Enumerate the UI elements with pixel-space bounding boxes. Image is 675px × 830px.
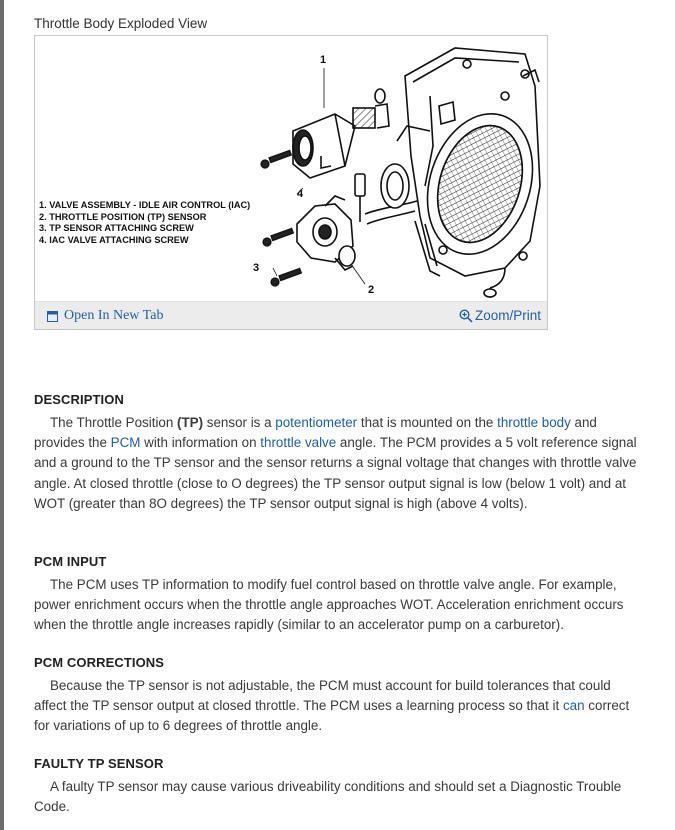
faulty-tp-heading: FAULTY TP SENSOR [34, 756, 164, 771]
iac-screw [261, 150, 291, 168]
pcm-corrections-section [34, 655, 646, 737]
callout-1: 1 [320, 54, 327, 66]
tp-screws [263, 228, 301, 286]
figure-legend [39, 200, 250, 246]
callout-3: 3 [253, 262, 260, 274]
description-text [34, 413, 646, 514]
zoom-print-link[interactable] [459, 308, 541, 323]
figure-title: Throttle Body Exploded View [34, 16, 208, 31]
figure-footer [35, 301, 547, 329]
text-run: angle. The PCM provides a 5 volt reference signal and a ground to the TP sensor and the sensor returns a signal voltage that changes with throttle valve angle. At closed throttle (close to O degrees) the TP sensor output signal is low (below 1 volt) and at WOT (greater than 8O degrees) the TP sensor output signal is high (above 4 volts). [34, 435, 637, 511]
tp-sensor [297, 196, 355, 270]
text-run: correct for variations of up to 6 degrees of throttle angle. [34, 698, 630, 734]
open-in-new-tab-label: Open In New Tab [64, 308, 164, 323]
throttle-body-link[interactable]: throttle body [497, 415, 571, 430]
throttle-body-diagram [35, 36, 547, 302]
faulty-tp-section [34, 756, 646, 817]
pcm-input-section [34, 554, 646, 636]
can-link[interactable]: can [562, 698, 585, 714]
description-heading: DESCRIPTION [34, 392, 124, 407]
external-tab-icon [47, 311, 58, 322]
faulty-tp-text: A faulty TP sensor may cause various driveability conditions and should set a Diagnostic Trouble Code. [34, 779, 622, 815]
text-bold: (TP) [177, 415, 204, 430]
description-section [34, 392, 646, 514]
text-run: and provides the [34, 415, 597, 451]
pcm-input-text: The PCM uses TP information to modify fuel control based on throttle valve angle. For example, power enrichment occurs when the throttle angle approaches WOT. Acceleration enrichment occurs when the throttle angle increases rapidly (similar to an accelerator pump on a carburetor). [34, 577, 624, 633]
throttle-body [355, 48, 547, 298]
pcm-link[interactable]: PCM [110, 435, 141, 451]
text-run: that is mounted on the [357, 415, 498, 430]
left-border [0, 0, 4, 830]
legend-item: 4. IAC VALVE ATTACHING SCREW [39, 234, 189, 245]
legend-item: 1. VALVE ASSEMBLY - IDLE AIR CONTROL (IAC) [39, 200, 251, 210]
text-run: sensor is a [203, 415, 276, 430]
pcm-corrections-heading: PCM CORRECTIONS [34, 655, 165, 670]
text-run: Because the TP sensor is not adjustable, the PCM must account for build tolerances that could affect the TP sensor output at closed throttle. The PCM uses a learning process so that it [34, 678, 611, 714]
callout-4: 4 [297, 188, 304, 200]
callout-2: 2 [368, 284, 375, 296]
figure-frame [34, 35, 548, 330]
iac-valve [293, 104, 389, 178]
text-run: The Throttle Position [50, 415, 178, 430]
zoom-print-label: Zoom/Print [474, 308, 541, 323]
throttle-valve-link[interactable]: throttle valve [260, 435, 337, 451]
legend-item: 3. TP SENSOR ATTACHING SCREW [39, 223, 194, 233]
zoom-in-icon [459, 309, 473, 323]
text-run: with information on [140, 435, 261, 451]
legend-item: 2. THROTTLE POSITION (TP) SENSOR [39, 211, 207, 222]
pcm-corrections-text [34, 676, 646, 737]
pcm-input-heading: PCM INPUT [34, 554, 107, 569]
open-in-new-tab-link[interactable] [47, 308, 163, 324]
potentiometer-link[interactable]: potentiometer [275, 415, 358, 430]
